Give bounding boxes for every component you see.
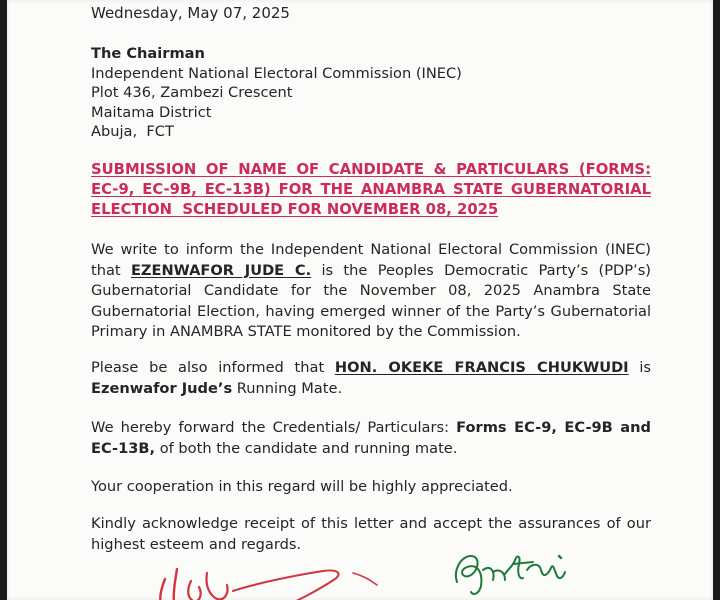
p1-text-b: is the Peoples Democratic Party’s (PDP’s) Gubernatorial Candidate for the November 08, 2025 Anambra State Gubernatorial Election, having emerged winner of the Party’s Gubernatorial Primary in ANAMBRA STATE monitored by the Commission. (91, 261, 651, 341)
candidate-name: EZENWAFOR JUDE C. (130, 261, 312, 279)
subject-line-1: SUBMISSION OF NAME OF CANDIDATE & PARTICULARS (FORMS: (91, 161, 651, 178)
paragraph-candidate (91, 240, 651, 343)
recipient-district: Maitama District (91, 103, 212, 121)
paragraph-running-mate (91, 358, 651, 399)
recipient-title: The Chairman (91, 45, 205, 62)
subject-line-3: ELECTION SCHEDULED FOR NOVEMBER 08, 2025 (91, 201, 499, 218)
forms-list: Forms EC-9, EC-9B and EC-13B, (91, 419, 651, 457)
running-mate-name: HON. OKEKE FRANCIS CHUKWUDI (334, 359, 629, 376)
candidate-name-possessive: Ezenwafor Jude’s (91, 379, 233, 397)
p2-text-a: Please be also informed that (91, 359, 325, 376)
letter-subject (91, 160, 651, 220)
letter-date: Wednesday, May 07, 2025 (91, 4, 290, 22)
p3-text-b: of both the candidate and running mate. (159, 439, 458, 457)
p2-text-c: Running Mate. (236, 379, 343, 397)
recipient-org: Independent National Electoral Commission (INEC) (91, 64, 462, 82)
recipient-city: Abuja, FCT (91, 123, 174, 141)
recipient-street: Plot 436, Zambezi Crescent (91, 84, 293, 102)
recipient-address (91, 44, 651, 142)
subject-line-2: EC-9, EC-9B, EC-13B) FOR THE ANAMBRA STATE GUBERNATORIAL (91, 181, 651, 198)
signature-green (447, 542, 577, 600)
paragraph-acknowledge: Kindly acknowledge receipt of this letter and accept the assurances of our highest esteem and regards. (91, 515, 651, 553)
paragraph-credentials (91, 418, 651, 459)
signature-red (147, 545, 407, 600)
paragraph-cooperation: Your cooperation in this regard will be highly appreciated. (91, 478, 513, 495)
p3-text-a: We hereby forward the Credentials/ Particulars: (91, 419, 449, 436)
p2-text-b: is (639, 359, 652, 376)
letter-page (7, 0, 713, 600)
p1-text-a: We write to inform the Independent National Electoral Commission (INEC) that (91, 241, 651, 279)
